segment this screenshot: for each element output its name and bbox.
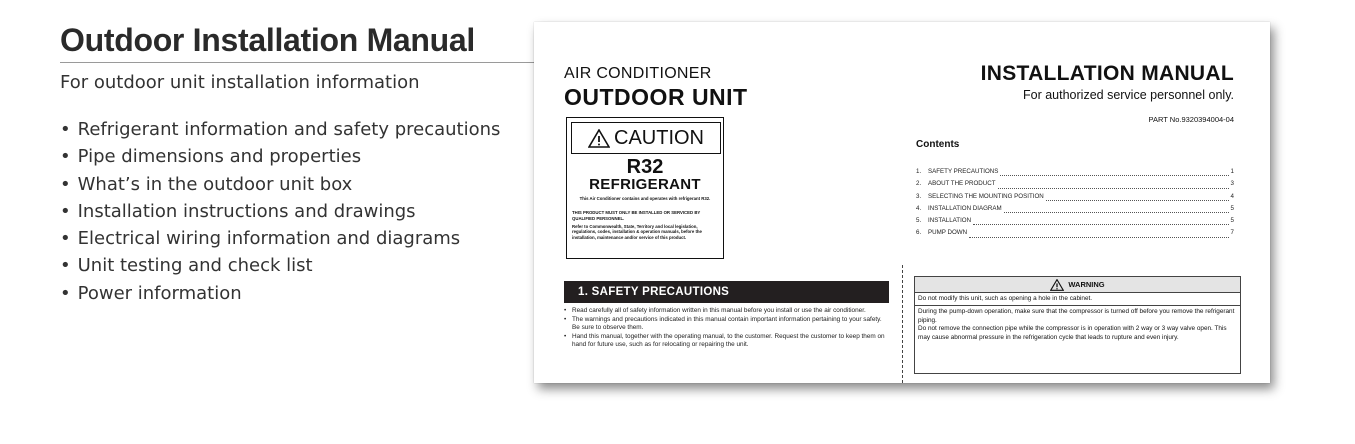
toc-number: 4. [916, 204, 922, 212]
caution-note-3: Refer to Commonwealth, State, Territory and local legislation, regulations, codes, installation & operation manuals, before the installation, maintenance and/or service of this product. [572, 224, 702, 240]
warning-box [914, 276, 1241, 374]
toc-page: 4 [1230, 192, 1234, 200]
warning-line: Do not modify this unit, such as opening a hole in the cabinet. [915, 293, 1240, 306]
toc-item [916, 217, 1234, 229]
list-item: • Read carefully all of safety information written in this manual before you install or use the air conditioner. [564, 307, 886, 316]
caution-label [566, 117, 724, 259]
list-item: • Pipe dimensions and properties [60, 143, 500, 170]
refrigerant-label: REFRIGERANT [589, 176, 701, 193]
list-item: • Unit testing and check list [60, 252, 500, 279]
toc-page: 7 [1230, 229, 1234, 237]
toc-item [916, 193, 1234, 205]
toc-page: 5 [1230, 204, 1234, 212]
caution-note-1: This Air Conditioner contains and operates with refrigerant R32. [579, 196, 711, 201]
doc-unit-title: OUTDOOR UNIT [564, 84, 748, 110]
warning-paragraph: Do not remove the connection pipe while the compressor is in operation with 2 way or 3 way valve open. This may cause abnormal pressure in the refrigeration cycle that leads to rupture and even injury. [918, 325, 1227, 341]
toc-label: INSTALLATION DIAGRAM [928, 204, 1002, 212]
caution-text: CAUTION [614, 126, 704, 149]
manual-title: INSTALLATION MANUAL [980, 62, 1234, 85]
toc-number: 2. [916, 180, 922, 188]
title-divider [60, 62, 535, 63]
table-of-contents [916, 168, 1234, 242]
toc-leader [1000, 168, 1228, 176]
warning-body [915, 306, 1240, 344]
caution-header [571, 122, 721, 154]
toc-label: INSTALLATION [928, 217, 972, 225]
toc-leader [998, 180, 1229, 188]
toc-label: ABOUT THE PRODUCT [928, 180, 996, 188]
page-title: Outdoor Installation Manual [60, 22, 476, 58]
toc-label: SAFETY PRECAUTIONS [928, 168, 999, 175]
page-subtitle: For outdoor unit installation information [60, 72, 420, 93]
toc-item [916, 180, 1234, 192]
toc-page: 5 [1230, 217, 1234, 225]
toc-label: PUMP DOWN [928, 229, 968, 237]
list-item: • Electrical wiring information and diagrams [60, 225, 500, 252]
list-item: • What’s in the outdoor unit box [60, 171, 500, 198]
toc-number: 6. [916, 229, 922, 237]
part-number: PART No.9320394004-04 [1148, 115, 1234, 124]
list-item: • Power information [60, 280, 500, 307]
warning-header [915, 277, 1240, 293]
toc-number: 3. [916, 192, 922, 200]
safety-list [564, 307, 886, 350]
caution-note-2: THIS PRODUCT MUST ONLY BE INSTALLED OR SERVICED BY QUALIFIED PERSONNEL. [572, 210, 701, 221]
doc-category: AIR CONDITIONER [564, 65, 712, 82]
toc-page: 1 [1230, 168, 1234, 175]
toc-number: 5. [916, 217, 922, 225]
toc-item [916, 168, 1234, 180]
list-item: • Installation instructions and drawings [60, 198, 500, 225]
toc-leader [1004, 205, 1229, 213]
list-item: • The warnings and precautions indicated in this manual contain important information pertaining to your safety. Be sure to observe them. [564, 316, 886, 333]
contents-heading: Contents [916, 139, 960, 150]
audience-note: For authorized service personnel only. [1023, 88, 1234, 102]
toc-leader [969, 229, 1228, 237]
toc-number: 1. [916, 168, 922, 175]
warning-triangle-icon [588, 129, 610, 148]
warning-paragraph: During the pump-down operation, make sure that the compressor is turned off before you remove the refrigerant piping. [918, 308, 1235, 324]
refrigerant-code: R32 [626, 156, 664, 178]
safety-section-heading: 1. SAFETY PRECAUTIONS [564, 281, 889, 303]
toc-item [916, 229, 1234, 241]
warning-text: WARNING [1068, 280, 1105, 289]
toc-leader [1046, 193, 1229, 201]
column-divider [902, 265, 903, 383]
manual-cover-preview[interactable] [534, 22, 1270, 383]
feature-list [60, 116, 500, 307]
list-item: • Refrigerant information and safety precautions [60, 116, 500, 143]
toc-item [916, 205, 1234, 217]
warning-triangle-icon [1050, 279, 1064, 291]
toc-page: 3 [1230, 180, 1234, 188]
toc-label: SELECTING THE MOUNTING POSITION [928, 192, 1044, 200]
list-item: • Hand this manual, together with the operating manual, to the customer. Request the customer to keep them on hand for future use, such as for relocating or repairing the unit. [564, 333, 886, 350]
toc-leader [973, 217, 1228, 225]
